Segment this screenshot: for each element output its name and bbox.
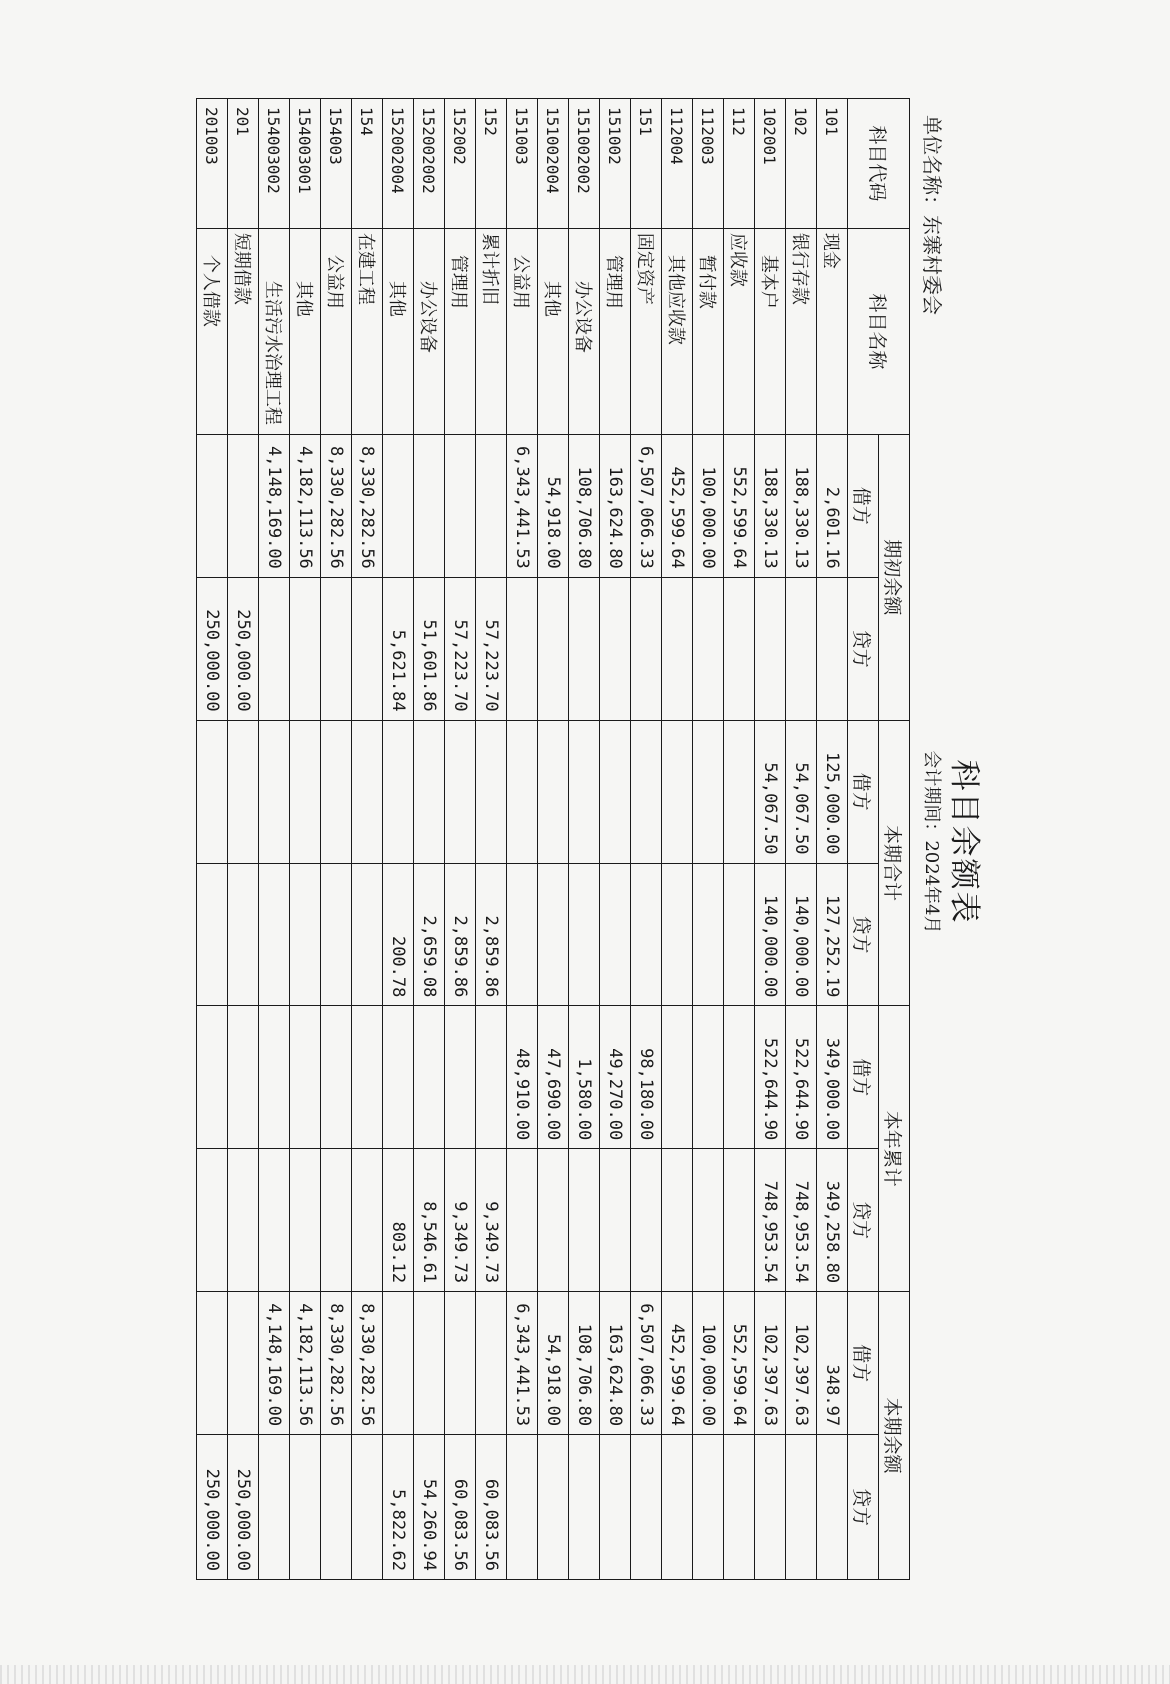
cell-code: 151 — [631, 99, 662, 229]
cell-opening-debit: 6,507,066.33 — [631, 434, 662, 577]
cell-ytd-debit — [693, 1006, 724, 1149]
cell-opening-credit — [693, 577, 724, 720]
cell-ytd-credit — [259, 1149, 290, 1292]
cell-code: 102001 — [755, 99, 786, 229]
table-row — [817, 99, 848, 1580]
cell-name: 暂付款 — [693, 228, 724, 434]
cell-current-debit — [476, 720, 507, 863]
cell-name: 其他 — [290, 228, 321, 434]
cell-code: 101 — [817, 99, 848, 229]
cell-current-credit — [352, 863, 383, 1006]
cell-opening-credit: 5,621.84 — [383, 577, 414, 720]
cell-name: 生活污水治理工程 — [259, 228, 290, 434]
header-closing-credit: 贷方 — [848, 1435, 879, 1580]
cell-name: 管理用 — [600, 228, 631, 434]
cell-opening-credit — [569, 577, 600, 720]
cell-opening-debit: 54,918.00 — [538, 434, 569, 577]
cell-closing-debit: 108,706.80 — [569, 1292, 600, 1435]
cell-name: 个人借款 — [197, 228, 228, 434]
cell-opening-debit: 100,000.00 — [693, 434, 724, 577]
table-row — [383, 99, 414, 1580]
cell-name: 在建工程 — [352, 228, 383, 434]
cell-name: 管理用 — [445, 228, 476, 434]
header-ytd: 本年累计 — [879, 1006, 910, 1292]
cell-ytd-debit: 48,910.00 — [507, 1006, 538, 1149]
cell-opening-credit: 57,223.70 — [476, 577, 507, 720]
cell-opening-credit — [631, 577, 662, 720]
cell-ytd-credit: 9,349.73 — [476, 1149, 507, 1292]
cell-opening-debit — [228, 434, 259, 577]
cell-code: 152002002 — [414, 99, 445, 229]
cell-current-debit — [414, 720, 445, 863]
table-row — [755, 99, 786, 1580]
cell-ytd-credit — [290, 1149, 321, 1292]
cell-opening-credit — [662, 577, 693, 720]
cell-opening-credit — [786, 577, 817, 720]
cell-ytd-credit — [321, 1149, 352, 1292]
cell-name: 其他应收款 — [662, 228, 693, 434]
table-row — [724, 99, 755, 1580]
cell-current-debit — [507, 720, 538, 863]
cell-current-debit — [693, 720, 724, 863]
cell-code: 201 — [228, 99, 259, 229]
cell-code: 102 — [786, 99, 817, 229]
cell-closing-debit: 102,397.63 — [786, 1292, 817, 1435]
cell-closing-credit — [693, 1435, 724, 1580]
cell-closing-debit: 100,000.00 — [693, 1292, 724, 1435]
cell-opening-debit: 188,330.13 — [755, 434, 786, 577]
cell-current-credit — [197, 863, 228, 1006]
cell-closing-debit: 452,599.64 — [662, 1292, 693, 1435]
cell-ytd-credit — [631, 1149, 662, 1292]
cell-current-debit — [321, 720, 352, 863]
cell-ytd-debit — [197, 1006, 228, 1149]
header-opening-debit: 借方 — [848, 434, 879, 577]
cell-ytd-debit — [228, 1006, 259, 1149]
cell-closing-debit — [476, 1292, 507, 1435]
table-row — [786, 99, 817, 1580]
table-row — [445, 99, 476, 1580]
cell-closing-credit: 250,000.00 — [228, 1435, 259, 1580]
cell-code: 112004 — [662, 99, 693, 229]
cell-closing-credit: 54,260.94 — [414, 1435, 445, 1580]
cell-current-credit — [693, 863, 724, 1006]
cell-current-debit — [724, 720, 755, 863]
cell-opening-debit: 163,624.80 — [600, 434, 631, 577]
table-row — [693, 99, 724, 1580]
cell-closing-credit — [786, 1435, 817, 1580]
cell-ytd-credit — [197, 1149, 228, 1292]
cell-current-debit — [352, 720, 383, 863]
table-row — [538, 99, 569, 1580]
cell-ytd-credit — [600, 1149, 631, 1292]
cell-current-credit — [290, 863, 321, 1006]
cell-opening-debit: 8,330,282.56 — [321, 434, 352, 577]
header-name: 科目名称 — [848, 228, 910, 434]
cell-opening-debit — [476, 434, 507, 577]
cell-name: 应收款 — [724, 228, 755, 434]
table-row — [228, 99, 259, 1580]
table-row — [197, 99, 228, 1580]
table-row — [259, 99, 290, 1580]
cell-current-credit: 127,252.19 — [817, 863, 848, 1006]
cell-ytd-credit: 349,258.80 — [817, 1149, 848, 1292]
cell-ytd-credit: 748,953.54 — [755, 1149, 786, 1292]
cell-name: 办公设备 — [414, 228, 445, 434]
cell-ytd-debit: 522,644.90 — [755, 1006, 786, 1149]
header-current-credit: 贷方 — [848, 863, 879, 1006]
cell-closing-credit — [724, 1435, 755, 1580]
cell-ytd-credit: 748,953.54 — [786, 1149, 817, 1292]
cell-closing-debit — [445, 1292, 476, 1435]
cell-ytd-debit — [724, 1006, 755, 1149]
cell-code: 151002 — [600, 99, 631, 229]
cell-closing-debit: 6,343,441.53 — [507, 1292, 538, 1435]
header-row-1 — [879, 99, 910, 1580]
header-code: 科目代码 — [848, 99, 910, 229]
cell-closing-debit — [383, 1292, 414, 1435]
cell-opening-debit: 552,599.64 — [724, 434, 755, 577]
cell-closing-credit — [631, 1435, 662, 1580]
cell-closing-credit: 250,000.00 — [197, 1435, 228, 1580]
cell-closing-debit — [414, 1292, 445, 1435]
cell-current-credit: 200.78 — [383, 863, 414, 1006]
cell-name: 固定资产 — [631, 228, 662, 434]
cell-current-credit — [538, 863, 569, 1006]
table-row — [631, 99, 662, 1580]
cell-opening-debit: 188,330.13 — [786, 434, 817, 577]
cell-closing-debit: 4,182,113.56 — [290, 1292, 321, 1435]
cell-closing-debit — [228, 1292, 259, 1435]
header-opening: 期初余额 — [879, 434, 910, 720]
cell-ytd-credit — [569, 1149, 600, 1292]
cell-ytd-debit — [383, 1006, 414, 1149]
cell-current-credit — [662, 863, 693, 1006]
cell-name: 公益用 — [507, 228, 538, 434]
cell-opening-credit — [259, 577, 290, 720]
cell-ytd-credit — [693, 1149, 724, 1292]
cell-current-credit — [259, 863, 290, 1006]
table-row — [476, 99, 507, 1580]
cell-ytd-debit: 49,270.00 — [600, 1006, 631, 1149]
cell-ytd-debit — [445, 1006, 476, 1149]
cell-code: 154003 — [321, 99, 352, 229]
header-ytd-credit: 贷方 — [848, 1149, 879, 1292]
cell-closing-credit — [600, 1435, 631, 1580]
cell-current-debit — [259, 720, 290, 863]
cell-closing-credit — [662, 1435, 693, 1580]
scanner-edge — [0, 1665, 1170, 1684]
cell-opening-credit: 57,223.70 — [445, 577, 476, 720]
header-current: 本期合计 — [879, 720, 910, 1006]
cell-current-debit — [569, 720, 600, 863]
cell-current-credit: 2,859.86 — [476, 863, 507, 1006]
cell-ytd-debit: 349,000.00 — [817, 1006, 848, 1149]
cell-code: 151003 — [507, 99, 538, 229]
cell-current-credit: 2,659.08 — [414, 863, 445, 1006]
cell-current-credit: 140,000.00 — [786, 863, 817, 1006]
cell-opening-credit: 51,601.86 — [414, 577, 445, 720]
cell-closing-credit — [259, 1435, 290, 1580]
cell-current-debit — [228, 720, 259, 863]
cell-closing-debit — [197, 1292, 228, 1435]
cell-opening-credit — [817, 577, 848, 720]
cell-opening-debit: 4,182,113.56 — [290, 434, 321, 577]
cell-closing-debit: 8,330,282.56 — [321, 1292, 352, 1435]
cell-opening-debit — [383, 434, 414, 577]
cell-name: 其他 — [538, 228, 569, 434]
cell-ytd-debit — [259, 1006, 290, 1149]
cell-code: 151002004 — [538, 99, 569, 229]
cell-ytd-credit — [724, 1149, 755, 1292]
cell-ytd-credit: 803.12 — [383, 1149, 414, 1292]
cell-ytd-debit: 1,580.00 — [569, 1006, 600, 1149]
cell-name: 现金 — [817, 228, 848, 434]
cell-opening-debit: 6,343,441.53 — [507, 434, 538, 577]
cell-closing-credit — [290, 1435, 321, 1580]
cell-ytd-credit — [352, 1149, 383, 1292]
cell-opening-credit — [600, 577, 631, 720]
cell-opening-credit: 250,000.00 — [197, 577, 228, 720]
balance-table — [196, 98, 910, 1580]
cell-ytd-debit — [352, 1006, 383, 1149]
table-row — [662, 99, 693, 1580]
cell-current-debit — [662, 720, 693, 863]
document-title: 科目余额表 — [946, 759, 982, 925]
cell-current-credit — [321, 863, 352, 1006]
cell-ytd-credit — [228, 1149, 259, 1292]
cell-closing-debit: 102,397.63 — [755, 1292, 786, 1435]
cell-opening-credit — [290, 577, 321, 720]
cell-opening-credit: 250,000.00 — [228, 577, 259, 720]
cell-code: 154003002 — [259, 99, 290, 229]
table-row — [321, 99, 352, 1580]
table-row — [507, 99, 538, 1580]
cell-code: 152 — [476, 99, 507, 229]
cell-current-credit — [507, 863, 538, 1006]
cell-current-debit — [445, 720, 476, 863]
cell-opening-debit: 4,148,169.00 — [259, 434, 290, 577]
cell-current-credit — [631, 863, 662, 1006]
cell-name: 短期借款 — [228, 228, 259, 434]
cell-code: 112 — [724, 99, 755, 229]
header-closing-debit: 借方 — [848, 1292, 879, 1435]
cell-opening-debit — [197, 434, 228, 577]
cell-current-debit — [600, 720, 631, 863]
table-row — [352, 99, 383, 1580]
cell-closing-credit — [569, 1435, 600, 1580]
cell-closing-credit — [538, 1435, 569, 1580]
cell-ytd-debit — [414, 1006, 445, 1149]
cell-current-debit: 54,067.50 — [755, 720, 786, 863]
cell-opening-credit — [724, 577, 755, 720]
table-row — [414, 99, 445, 1580]
cell-code: 154003001 — [290, 99, 321, 229]
cell-closing-credit: 60,083.56 — [476, 1435, 507, 1580]
cell-name: 银行存款 — [786, 228, 817, 434]
cell-closing-credit — [507, 1435, 538, 1580]
cell-opening-credit — [538, 577, 569, 720]
cell-code: 201003 — [197, 99, 228, 229]
cell-closing-credit: 5,822.62 — [383, 1435, 414, 1580]
cell-current-credit — [600, 863, 631, 1006]
header-current-debit: 借方 — [848, 720, 879, 863]
cell-current-debit — [197, 720, 228, 863]
cell-current-credit — [724, 863, 755, 1006]
cell-closing-debit: 348.97 — [817, 1292, 848, 1435]
cell-closing-debit: 6,507,066.33 — [631, 1292, 662, 1435]
cell-closing-credit — [352, 1435, 383, 1580]
cell-ytd-debit: 522,644.90 — [786, 1006, 817, 1149]
cell-opening-credit — [321, 577, 352, 720]
cell-current-credit: 140,000.00 — [755, 863, 786, 1006]
cell-opening-debit — [445, 434, 476, 577]
cell-current-debit — [538, 720, 569, 863]
cell-name: 办公设备 — [569, 228, 600, 434]
table-row — [600, 99, 631, 1580]
cell-ytd-credit: 8,546.61 — [414, 1149, 445, 1292]
cell-closing-debit: 4,148,169.00 — [259, 1292, 290, 1435]
cell-opening-debit: 2,601.16 — [817, 434, 848, 577]
cell-name: 累计折旧 — [476, 228, 507, 434]
cell-name: 基本户 — [755, 228, 786, 434]
cell-closing-debit: 552,599.64 — [724, 1292, 755, 1435]
cell-ytd-debit — [662, 1006, 693, 1149]
cell-code: 112003 — [693, 99, 724, 229]
table-row — [569, 99, 600, 1580]
header-ytd-debit: 借方 — [848, 1006, 879, 1149]
header-closing: 本期余额 — [879, 1292, 910, 1580]
cell-current-credit — [569, 863, 600, 1006]
cell-name: 其他 — [383, 228, 414, 434]
cell-closing-debit: 163,624.80 — [600, 1292, 631, 1435]
cell-ytd-debit — [321, 1006, 352, 1149]
cell-code: 154 — [352, 99, 383, 229]
cell-ytd-credit — [662, 1149, 693, 1292]
cell-code: 151002002 — [569, 99, 600, 229]
cell-ytd-credit: 9,349.73 — [445, 1149, 476, 1292]
unit-name: 单位名称：东寨村委会 — [920, 115, 944, 315]
cell-ytd-debit — [476, 1006, 507, 1149]
cell-opening-debit: 8,330,282.56 — [352, 434, 383, 577]
cell-code: 152002 — [445, 99, 476, 229]
cell-ytd-debit: 47,690.00 — [538, 1006, 569, 1149]
cell-opening-credit — [352, 577, 383, 720]
table-row — [290, 99, 321, 1580]
cell-current-debit — [631, 720, 662, 863]
cell-closing-debit: 8,330,282.56 — [352, 1292, 383, 1435]
cell-closing-credit — [755, 1435, 786, 1580]
cell-opening-debit: 108,706.80 — [569, 434, 600, 577]
cell-current-debit: 125,000.00 — [817, 720, 848, 863]
cell-closing-credit: 60,083.56 — [445, 1435, 476, 1580]
cell-current-debit — [383, 720, 414, 863]
cell-current-credit: 2,859.86 — [445, 863, 476, 1006]
header-opening-credit: 贷方 — [848, 577, 879, 720]
cell-ytd-debit — [290, 1006, 321, 1149]
cell-opening-debit: 452,599.64 — [662, 434, 693, 577]
cell-ytd-credit — [507, 1149, 538, 1292]
cell-ytd-credit — [538, 1149, 569, 1292]
cell-current-debit — [290, 720, 321, 863]
cell-closing-credit — [321, 1435, 352, 1580]
cell-current-credit — [228, 863, 259, 1006]
cell-closing-credit — [817, 1435, 848, 1580]
cell-opening-credit — [507, 577, 538, 720]
cell-current-debit: 54,067.50 — [786, 720, 817, 863]
accounting-period: 会计期间：2024年4月 — [921, 750, 942, 934]
cell-ytd-debit: 98,180.00 — [631, 1006, 662, 1149]
cell-name: 公益用 — [321, 228, 352, 434]
cell-opening-credit — [755, 577, 786, 720]
cell-code: 152002004 — [383, 99, 414, 229]
cell-closing-debit: 54,918.00 — [538, 1292, 569, 1435]
cell-opening-debit — [414, 434, 445, 577]
